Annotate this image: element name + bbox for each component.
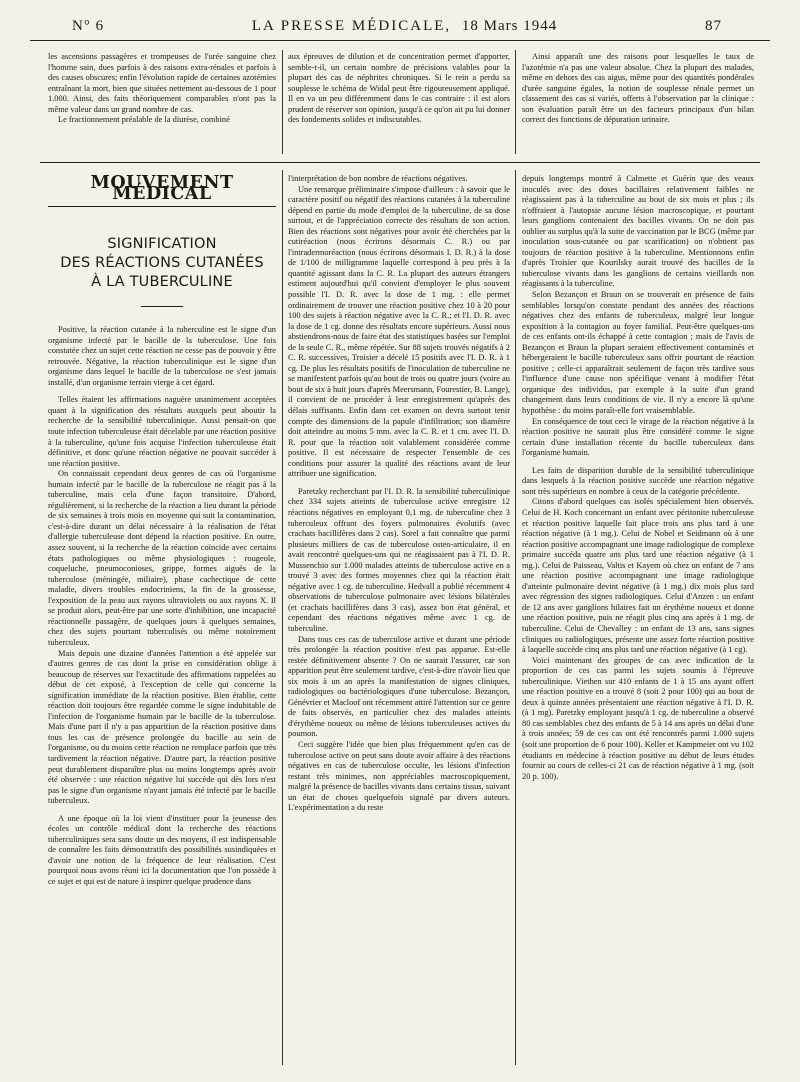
article-title [48, 235, 276, 292]
paragraph: Positive, la réaction cutanée à la tuberculine est le signe d'un organisme infecté par le bacille de la tuberculose. Une fois constatée chez un sujet cette réaction ne cesse pas de pouvoir y être retrouvée. Négative, la réaction tuberculinique est le signe d'un organisme dans lequel le bacille de la tuberculose ne s'est jamais installé, d'un organisme terrain vierge à cet égard. [48, 325, 276, 387]
top-col1-text-b: Le fractionnement préalable de la diurèse, combiné [58, 115, 230, 125]
article-column-1 [48, 170, 276, 1070]
paragraph: Selon Bezançon et Braun on se trouverait en présence de faits semblables lorsqu'on constate pendant des années des réactions négatives chez des enfants de tuberculeux, malgré leur longue exposition à la contagion au foyer familial. Peut-être quelques-uns de ces enfants ont-ils échappé à cette contagion ; mais de l'avis de Bezançon et Braun la plupart seraient effectivement contaminés et hébergeraient le bacille tuberculeux sans offrir pourtant de réaction positive ; celle-ci apparaîtrait seulement de façon très tardive sous l'influence d'une cause non spécifique venant à modifier l'état organique des individus, par exemple à la suite d'un grand changement dans leurs conditions de vie. Il n'y a encore là qu'une hypothèse : du moins paraît-elle fort vraisemblable. [522, 290, 754, 416]
paragraph: depuis longtemps montré à Calmette et Guérin que des veaux inoculés avec des doses bacillaires relativement faibles ne réagissaient pas à la tuberculine au bout de six mois et plus ; ils n'offraient à l'autopsie aucune lésion macroscopique, et pourtant leurs ganglions contenaient des bacilles vivants. On ne doit pas oublier au surplus qu'à la suite de vaccination par le BCG (même par inoculation sous-cutanée ou par scarification) on n'obtient pas toujours de réaction positive à la tuberculine. Mentionnons enfin d'après Troisier que Kourilsky aurait trouvé des bacilles de la tuberculose vivants dans les ganglions de certains vieillards non réagissants à la tuberculine. [522, 174, 754, 289]
column-divider [282, 50, 283, 154]
page-header [72, 18, 722, 40]
article-title-line: DES RÉACTIONS CUTANÉES [60, 255, 264, 272]
paragraph: Voici maintenant des groupes de cas avec indication de la proportion de ces cas parmi les sujets soumis à l'épreuve tuberculinique. Viethen sur 410 enfants de 1 à 15 ans ayant offert une réaction positive en a trouvé 8 (soit 2 pour 100) qui au bout de deux à quinze années présentaient une réaction négative à l'I. D. R. (à 1 mg). Paretzky employant jusqu'à 1 cg. de tuberculine a observé 80 cas semblables chez des enfants de 5 à 14 ans après un délai d'une à trois années; 59 de ces cas ont été rencontrés parmi 1.000 sujets (soit une proportion de 6 pour 100). Keller et Kampmeier ont vu 102 étudiants en médecine à réaction positive au début de leurs études fournir au cours de celles-ci 21 cas de réaction négative à 1 mg. (soit 20 p. 100). [522, 655, 754, 781]
top-column-3 [522, 52, 754, 157]
article-column-3 [522, 174, 754, 1070]
top-col3-text: Ainsi apparaît une des raisons pour lesquelles le taux de l'azotémie n'a pas une valeur absolue. Chez la plupart des malades, même en dehors des cas aigus, même pour des quantités pondérales d'urée sanguine égales, la notion de souplesse rénale permet un classement des cas si variés, offerts à l'observation par la clinique : son évaluation paraît être un des facteurs principaux d'un bilan correct des fonctions de dépuration urinaire. [522, 52, 754, 125]
paragraph: Ceci suggère l'idée que bien plus fréquemment qu'en cas de tuberculose active on peut sans doute avoir affaire à des réactions négatives en cas de tuberculose occulte, les lésions d'infection restant très minimes, non appréciables macroscopiquement, malgré la présence de bacilles vivants dans certains tissus, suivant un état de choses quelquefois signalé par divers auteurs. L'expérimentation a du reste [288, 739, 510, 813]
paragraph: A une époque où la loi vient d'instituer pour la jeunesse des écoles un contrôle médical dont la recherche des réactions tuberculiniques sera sans doute un des moyens, il est indispensable de connaître les faits démonstratifs des possibilités susindiquées et d'avoir une notion de la fréquence de leur réalisation. C'est pourquoi nous avons réuni ici la documentation que l'on possède à ce sujet et qui est de nature à inspirer quelque prudence dans [48, 813, 276, 886]
paragraph: Dans tous ces cas de tuberculose active et durant une période très prolongée la réaction positive n'est pas apparue. Est-elle restée définitivement absente ? On ne saurait l'assurer, car son apparition peut être seulement tardive, c'est-à-dire n'avoir lieu que six mois à un an après la manifestation de signes cliniques, radiologiques ou bactériologiques d'une tuberculose. Bezançon, Génévrier et Macloof ont récemment attiré l'attention sur ce genre de faits observés, en particulier chez des malades atteints d'érythème noueux ou même de lésions tuberculeuses actives du poumon. [288, 634, 510, 739]
top-column-2 [288, 52, 510, 157]
article-title-line: SIGNIFICATION [107, 236, 217, 253]
section-divider-rule [40, 162, 760, 163]
top-col2-text: aux épreuves de dilution et de concentration permet d'apporter, semble-t-il, un certain nombre de précisions valables pour la plupart des cas de néphrites chroniques. Si le rein a perdu sa souplesse le schéma de Widal peut être rigoureusement appliqué. Il en va un peu différemment dans le cas contraire : il est alors prudent de réserver son opinion, jusqu'à ce qu'on ait pu lui donner des fondements solides et indiscutables. [288, 52, 510, 125]
top-column-1 [48, 52, 276, 157]
article-column-2 [288, 174, 510, 1070]
paragraph: En conséquence de tout ceci le virage de la réaction négative à la réaction positive ne saurait plus être considéré comme le signe certain d'une installation récente du bacille tuberculeux dans l'organisme humain. [522, 416, 754, 458]
column-divider [282, 170, 283, 1065]
issue-number: N° 6 [72, 18, 105, 34]
section-heading: MOUVEMENT MÉDICAL [90, 173, 234, 204]
page-number: 87 [705, 18, 722, 34]
paragraph: Paretzky recherchant par l'I. D. R. la sensibilité tuberculinique chez 334 sujets atteints de tuberculose active enregistre 12 réactions négatives en employant 0,1 mg. de tuberculine chez 3 tuberculeux offrant des foyers pulmonaires évolutifs (avec crachats bacillifères dans 2 cas). Sorel a fait connaître que parmi plusieurs milliers de cas de tuberculose osteo-articulaire, il en avait rencontré quelques-uns qui ne réagissaient pas à l'I. D. R. Mussenchio sur 1.000 malades atteints de tuberculose active en a trouvé 3 avec des formes moyennes chez qui la réaction était négative avec 1 cg. de tuberculine. Hedvall a publié récemment 4 observations de tuberculose pulmonaire avec lésions bilatérales (et crachats bacillifères dans 3 cas), assez bon état général, et cependant des réactions négatives même avec 1 cg. de tuberculine. [288, 486, 510, 633]
paragraph: Citons d'abord quelques cas isolés spécialement bien observés. Celui de H. Koch concernant un enfant avec péritonite tuberculeuse et réaction positive laquelle fait place trois ans plus tard à une réaction négative (à 1 mg.). Celui de Nobel et Seidmann où à une réaction positive accompagnant une image radiologique de complexe primaire succéda quatre ans plus tard une réaction négative (à 1 mg.). Celui de Paisseau, Valtis et Kayem où chez un enfant de 7 ans une réaction positive accompagnant une image radiologique d'atteinte pulmonaire devint négative (à 1 mg.) dix mois plus tard avec régression des signes radiologiques. Celui d'Anzen : un enfant de 12 ans avec ganglions hilaires fait un érythème noueux et donne une réaction positive, puis ne réagit plus cinq ans après à 1 mg. de tuberculine. Celui de Chevalley : un enfant de 13 ans, sans signes cliniques ou radiologiques, présente une assez forte réaction positive à laquelle succède cinq ans plus tard une réaction négative (à 1 cg). [522, 497, 754, 655]
header-rule [30, 40, 770, 41]
paragraph: Mais depuis une dizaine d'années l'attention a été appelée sur d'autres genres de cas dont la prise en considération oblige à beaucoup de réserves sur l'exactitude des affirmations rappelées au début de cet exposé, à l'exception de celle qui concerne la signification immédiate de la réaction positive. Bien établie, cette réaction doit toujours être regardée comme le signe indubitable de l'infection de l'organisme humain par le bacille de la tuberculose. Mais d'une part il n'y a pas apparition de la réaction positive dans tous les cas de présence prolongée du bacille au sein de l'organisme, ou du moins cette réaction ne remplace parfois que très tardivement la réaction négative. D'autre part, la réaction positive peut durablement disparaître plus ou moins longtemps après avoir été observée : une réaction négative lui succède qui dès lors n'est pas le signe d'un organisme n'ayant jamais été infecté par le bacille tuberculeux. [48, 648, 276, 806]
column-divider [515, 50, 516, 154]
article-title-line: À LA TUBERCULINE [91, 274, 233, 291]
paragraph: On connaissait cependant deux genres de cas où l'organisme humain infecté par le bacille de la tuberculose ne réagit pas à la tuberculine, mais cela d'une façon transitoire. D'abord, régulièrement, si la recherche de la réaction a lieu durant la période de six semaines à trois mois en moyenne qui suit la contamination, c'est-à-dire durant un délai nécessaire à la réalisation de l'état d'allergie tuberculeuse dont dépend la réaction positive. En outre, assez souvent, si la recherche de la réaction coïncide avec certains états pathologiques ou même physiologiques : rougeole, coqueluche, pneumoconioses, grippe, formes aiguës de la tuberculose (méningée, miliaire), phase cachectique de cette maladie, divers troubles endocriniens, la fin de la grossesse, l'exposition de la peau aux rayons ultraviolets ou aux rayons X. Il se produit alors, peut-être par une sorte d'inhibition, une incapacité réactionnelle passagère, de quelques jours à quelques semaines, chez des sujets pourtant tuberculisés ou même notoirement tuberculeux. [48, 469, 276, 647]
column-divider [515, 170, 516, 1065]
paragraph: Une remarque préliminaire s'impose d'ailleurs : à savoir que le caractère positif ou négatif des réactions cutanées à la tuberculine dépend en partie du mode d'emploi de la tuberculine, de sa dose surtout, et de l'appréciation correcte des résultats de son action. Bien des réactions sont négatives pour avoir été cherchées par la cutiréaction (nous écrirons désormais C. R.) ou par l'intradermoréaction (nous écrirons désormais I. D. R.) à la dose de 1/100 de milligramme laquelle correspond à peu près à la quantité agissant dans la C. R. La plupart des auteurs étrangers estiment aujourd'hui qu'il convient d'employer le plus souvent possible l'I. D. R. avec la dose de 1 mg. : elle permet ordinairement de trouver une réaction positive chez 10 à 20 pour 100 des sujets à réaction négative avec la C. R.; et l'I. D. R. avec la dose de 1 cg. donne des résultats encore supérieurs. Aussi nous abstiendrons-nous de faire état des statistiques basées sur l'emploi de la seule C. R., même répétée. Sur 88 sujets trouvés négatifs à 2 C. R. successives, Troisier a décelé 15 positifs avec l'I. D. R. à 1 cg. De plus les résultats positifs de l'inoculation de tuberculine ne se manifestent parfois qu'au bout de trois ou quatre jours (voire au bout de six à huit jours d'après Meersmann, Fourestier, B. Lange), il convient de ne procéder à leur enregistrement qu'après des délais suffisants. Enfin dans cet examen on devra surtout tenir compte des dimensions de la papule d'infiltration; son diamètre doit atteindre au moins 5 mm. avec la C. R. et 1 cm. avec l'I. D. R. pour que la réaction soit valablement considérée comme positive. Il est nécessaire de respecter l'ensemble de ces conditions pour assurer la qualité des réactions avant de leur attribuer une signification. [288, 184, 510, 479]
paragraph: Les faits de disparition durable de la sensibilité tuberculinique dans lesquels à la réaction positive succède une réaction négative sont très supérieurs en nombre à ceux de la catégorie précédente. [522, 465, 754, 496]
journal-title [252, 18, 557, 35]
issue-date: 18 Mars 1944 [461, 18, 558, 34]
paragraph: Telles étaient les affirmations naguère unanimement acceptées quant à la signification des résultats auxquels peut aboutir la recherche de la sensibilité tuberculinique. Aussi pensait-on que toute infection tuberculeuse était décelable par une réaction positive à la tuberculine, qu'une fois acquise l'infection tuberculeuse était définitive, et donc qu'une réaction négative ne pouvait succéder à une réaction positive. [48, 395, 276, 468]
journal-name: LA PRESSE MÉDICALE, [251, 18, 452, 34]
title-ornament-rule [141, 306, 183, 307]
section-heading-rule [48, 206, 276, 207]
paragraph: l'interprétation de bon nombre de réactions négatives. [288, 174, 468, 183]
top-col1-text: les ascensions passagères et trompeuses de l'urée sanguine chez l'homme sain, dues parfois à des raisons extra-rénales et parfois à des causes obscures; enfin l'évolution rapide de certaines azotémies entraînant la mort, bien que situées nettement au-dessous de 1 pour 1.000. Ainsi, des faits théoriquement comparables n'ont pas la même valeur dans un grand nombre de cas. [48, 52, 276, 114]
